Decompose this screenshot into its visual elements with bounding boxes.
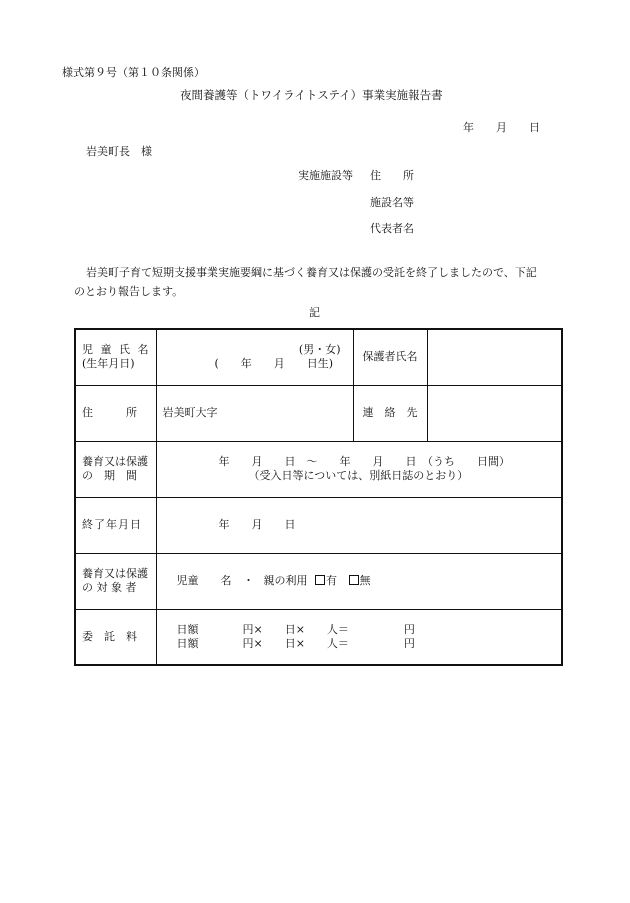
row-period — [75, 441, 562, 497]
child-name-input[interactable] — [156, 329, 353, 385]
report-table — [74, 328, 563, 666]
child-name-label: 児 童 氏 名 — [82, 343, 151, 357]
ki-heading: 記 — [309, 306, 320, 319]
facility-name-label: 施設名等 — [370, 196, 414, 209]
form-number: 様式第９号（第１０条関係） — [62, 66, 205, 79]
contact-input[interactable] — [427, 385, 562, 441]
addressee: 岩美町長 様 — [86, 145, 152, 158]
target-child-count[interactable]: 児童 名 — [176, 574, 232, 587]
fee-line-1[interactable]: 日額 円× 日× 人＝ 円 — [176, 622, 415, 636]
target-separator: ・ — [243, 574, 254, 587]
body-line-2: のとおり報告します。 — [74, 285, 184, 298]
target-label-cell — [75, 553, 156, 609]
guardian-name-label: 保護者氏名 — [353, 329, 427, 385]
body-line-1: 岩美町子育て短期支援事業実施要綱に基づく養育又は保護の受託を終了しましたので、下記 — [86, 266, 537, 279]
fee-line-2[interactable]: 日額 円× 日× 人＝ 円 — [176, 636, 415, 650]
row-target — [75, 553, 562, 609]
end-date-value: 年 月 日 — [218, 518, 296, 531]
target-label-2: の 対 象 者 — [82, 581, 137, 594]
child-name-label-cell — [75, 329, 156, 385]
birth-date-value[interactable]: ( 年 月 日生) — [214, 357, 334, 371]
period-input[interactable] — [156, 441, 562, 497]
option-no[interactable] — [349, 574, 371, 587]
checkbox-no-icon[interactable] — [349, 575, 359, 585]
period-label-1: 養育又は保護 — [82, 455, 148, 468]
fee-input[interactable] — [156, 609, 562, 665]
row-fee — [75, 609, 562, 665]
representative-label: 代表者名 — [370, 222, 414, 235]
document-title: 夜間養護等（トワイライトステイ）事業実施報告書 — [180, 88, 443, 102]
option-yes[interactable] — [315, 574, 337, 587]
row-end-date — [75, 497, 562, 553]
period-label-2: の 期 間 — [82, 469, 137, 482]
period-note: （受入日等については、別紙日誌のとおり） — [248, 469, 469, 482]
option-no-label: 無 — [359, 574, 371, 587]
target-parent-label: 親の利用 — [263, 574, 308, 587]
address-input[interactable] — [156, 385, 353, 441]
target-input — [156, 553, 562, 609]
address-value: 岩美町大字 — [162, 406, 218, 419]
option-yes-label: 有 — [326, 574, 337, 587]
target-label-1: 養育又は保護 — [82, 567, 148, 580]
facility-address-label: 住 所 — [370, 169, 414, 182]
facility-org-label: 実施施設等 — [298, 169, 353, 182]
period-value[interactable]: 年 月 日 ～ 年 月 日 （うち 日間） — [218, 455, 510, 468]
checkbox-yes-icon[interactable] — [315, 575, 325, 585]
gender-select[interactable]: (男・女) — [298, 343, 341, 357]
guardian-name-input[interactable] — [427, 329, 562, 385]
birth-date-label: (生年月日) — [82, 357, 135, 371]
row-address — [75, 385, 562, 441]
address-label: 住 所 — [75, 385, 156, 441]
period-label-cell — [75, 441, 156, 497]
contact-label: 連 絡 先 — [353, 385, 427, 441]
end-date-input[interactable] — [156, 497, 562, 553]
row-child-name — [75, 329, 562, 385]
end-date-label: 終了年月日 — [75, 497, 156, 553]
report-date: 年 月 日 — [463, 121, 540, 134]
fee-label: 委 託 料 — [75, 609, 156, 665]
